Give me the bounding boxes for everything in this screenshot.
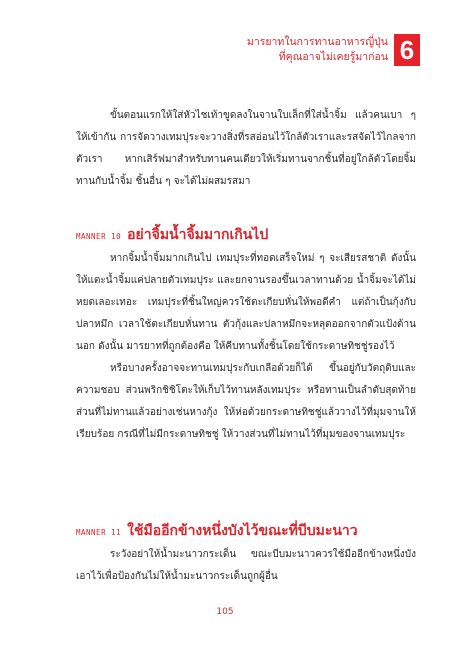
chapter-title xyxy=(247,35,388,65)
manner-tag: MANNER 10 xyxy=(76,232,122,241)
section-heading xyxy=(76,224,416,246)
section-manner-10 xyxy=(76,224,416,446)
chapter-header xyxy=(247,34,420,66)
section-title: อย่าจิ้มน้ำจิ้มมากเกินไป xyxy=(127,227,269,243)
manner-tag: MANNER 11 xyxy=(76,528,122,537)
section-paragraph: หรือบางครั้งอาจจะทานเทมปุระกับเกลือด้วยก็ได้ ขึ้นอยู่กับวัตถุดิบและความชอบ ส่วนพริกชิชิโตะให้เก็บไว้ทานหลังเทมปุระ หรือทานเป็นลำดับสุดท้าย ส่วนที่ไม่ทานแล้วอย่างเช่นหางกุ้ง ให้ห่อด้วยกระดาษทิชชู่แล้ววางไว้ที่มุมจานให้เรียบร้อย กรณีที่ไม่มีกระดาษทิชชู่ ให้วางส่วนที่ไม่ทานไว้ที่มุมของจานเทมปุระ xyxy=(76,363,416,440)
chapter-number-badge: 6 xyxy=(394,34,420,66)
section-heading xyxy=(76,520,416,542)
page-number: 105 xyxy=(216,607,234,617)
intro-section xyxy=(76,105,416,193)
chapter-title-line1: มารยาทในการทานอาหารญี่ปุ่น xyxy=(246,36,388,48)
section-manner-11 xyxy=(76,520,416,588)
section-paragraph: ระวังอย่าให้น้ำมะนาวกระเด็น ขณะบีบมะนาวควรใช้มืออีกข้างหนึ่งบังเอาไว้เพื่อป้องกันไม่ให้น้ำมะนาวกระเด็นถูกผู้อื่น xyxy=(76,549,416,582)
chapter-title-line2: ที่คุณอาจไม่เคยรู้มาก่อน xyxy=(278,51,388,63)
intro-paragraph: ขั้นตอนแรกให้ใส่หัวไชเท้าขูดลงในจานใบเล็กที่ใส่น้ำจิ้ม แล้วคนเบา ๆ ให้เข้ากัน การจัดวางเทมปุระจะวางสิ่งที่รสอ่อนไว้ใกล้ตัวเราและรสจัดไว้ไกลจากตัวเรา หากเสิร์ฟมาสำหรับทานคนเดียวให้เริ่มทานจากชิ้นที่อยู่ใกล้ตัวโดยจิ้มทานกับน้ำจิ้ม ชิ้นอื่น ๆ จะได้ไม่ผสมรสมา xyxy=(76,110,416,187)
section-title: ใช้มืออีกข้างหนึ่งบังไว้ขณะที่บีบมะนาว xyxy=(127,523,358,539)
section-paragraph: หากจิ้มน้ำจิ้มมากเกินไป เทมปุระที่ทอดเสร็จใหม่ ๆ จะเสียรสชาติ ดังนั้น ให้แตะน้ำจิ้มแค่ปลายตัวเทมปุระ และยกจานรองขึ้นเวลาทานด้วย น้ำจิ้มจะได้ไม่หยดเลอะเทอะ เทมปุระที่ชิ้นใหญ่ควรใช้ตะเกียบหั่นให้พอดีคำ แต่ถ้าเป็นกุ้งกับปลาหมึก เวลาใช้ตะเกียบหั่นทาน ตัวกุ้งและปลาหมึกจะหลุดออกจากตัวแป้งด้านนอก ดังนั้น มารยาทที่ถูกต้องคือ ให้คีบทานทั้งชิ้นโดยใช้กระดาษทิชชู่รองไว้ xyxy=(76,253,416,352)
